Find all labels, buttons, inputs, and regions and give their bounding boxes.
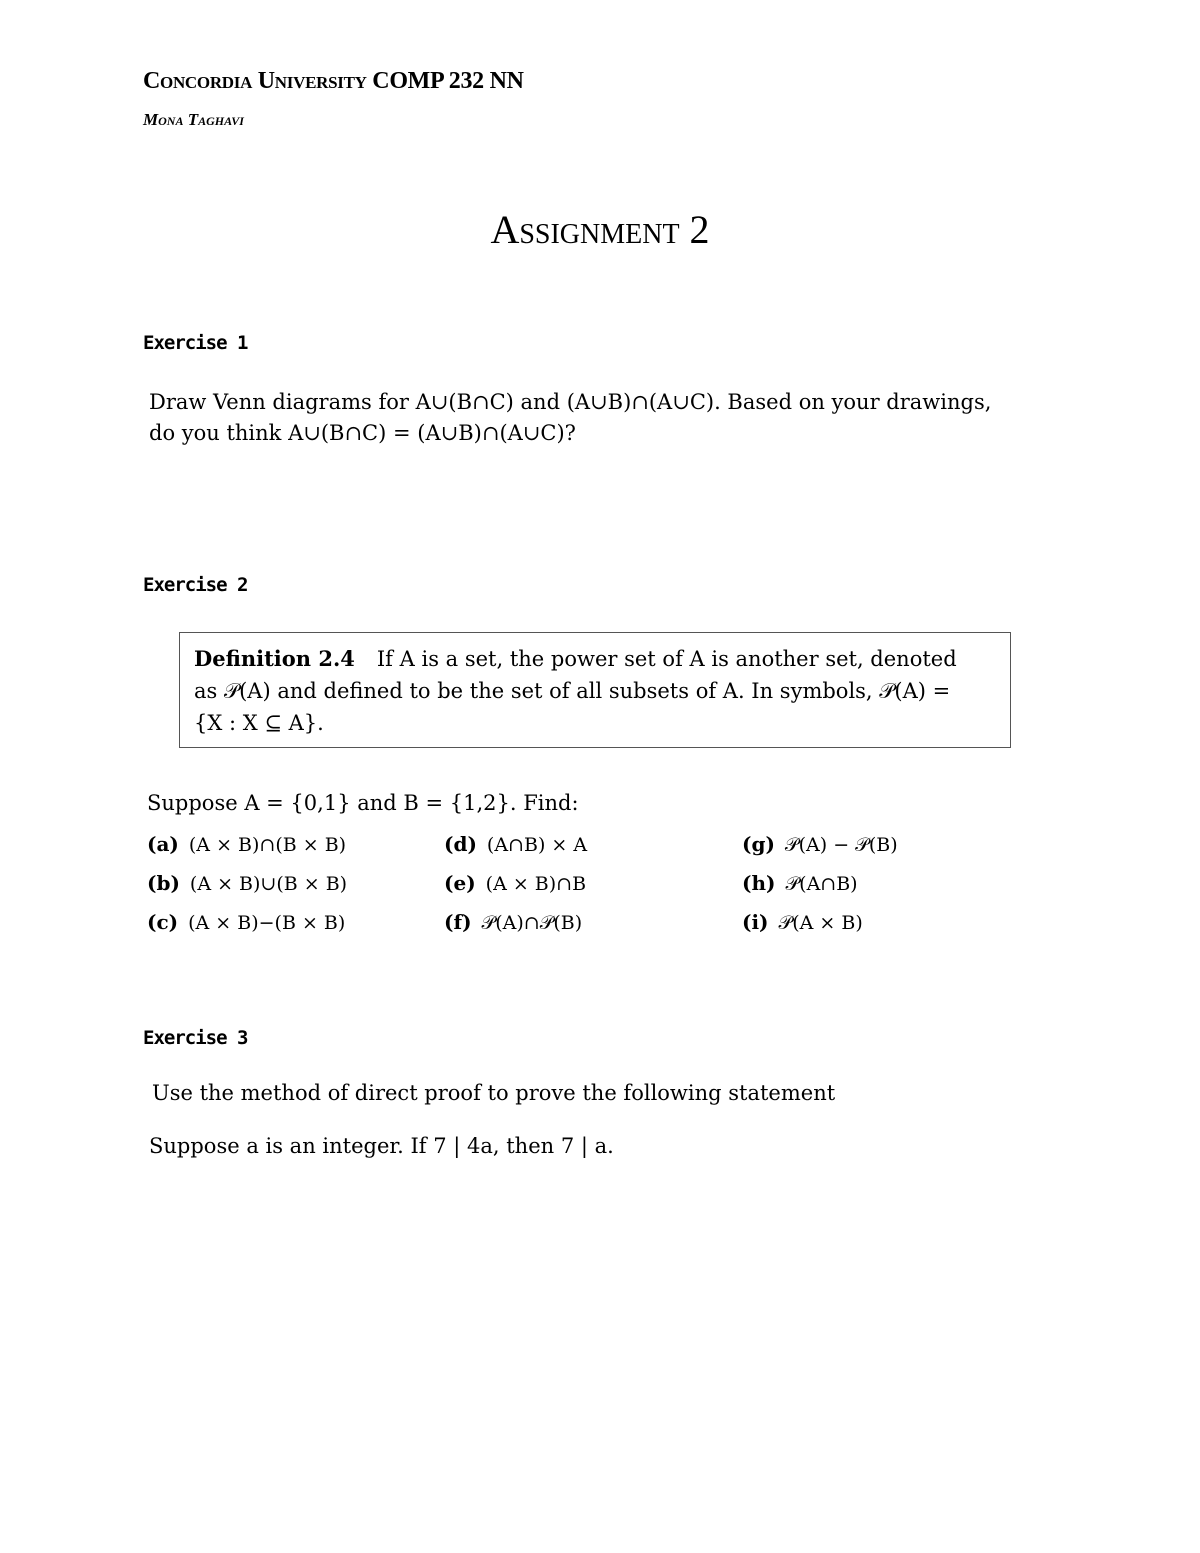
exercise-3-heading: Exercise 3: [143, 1027, 248, 1049]
exercise-1-text-line-2: do you think A∪(B∩C) = (A∪B)∩(A∪C)?: [149, 421, 576, 445]
part-label: (i): [742, 910, 769, 934]
part-i: [742, 910, 863, 934]
part-label: (b): [147, 871, 180, 895]
page-title: Assignment 2: [490, 207, 710, 252]
course-header: Concordia University COMP 232 NN: [143, 68, 524, 94]
part-a: [147, 832, 346, 856]
exercise-1-text-line-1: Draw Venn diagrams for A∪(B∩C) and (A∪B)∩(A∪C). Based on your drawings,: [149, 390, 992, 414]
definition-box: [179, 632, 1011, 748]
exercise-2-prompt: Suppose A = {0,1} and B = {1,2}. Find:: [147, 791, 579, 815]
part-label: (h): [742, 871, 776, 895]
part-expression: (A × B)∩(B × B): [188, 834, 347, 856]
exercise-3-statement: Suppose a is an integer. If 7 | 4a, then 7 | a.: [149, 1134, 614, 1158]
part-label: (f): [444, 910, 472, 934]
definition-line-3: {X : X ⊆ A}.: [194, 711, 324, 735]
part-label: (d): [444, 832, 477, 856]
part-c: [147, 910, 345, 934]
definition-label: Definition 2.4: [194, 646, 355, 671]
part-label: (c): [147, 910, 179, 934]
part-label: (a): [147, 832, 179, 856]
part-b: [147, 871, 347, 895]
instructor-name: Mona Taghavi: [143, 110, 244, 129]
part-expression: (A × B)∪(B × B): [189, 873, 348, 895]
part-expression: (A × B)∩B: [485, 873, 587, 895]
exercise-1-heading: Exercise 1: [143, 332, 248, 354]
part-label: (e): [444, 871, 476, 895]
exercise-2-heading: Exercise 2: [143, 574, 248, 596]
part-expression: (A × B)−(B × B): [188, 912, 346, 934]
part-e: [444, 871, 586, 895]
part-expression: 𝒫(A) − 𝒫(B): [784, 834, 898, 856]
part-expression: 𝒫(A × B): [778, 912, 863, 934]
exercise-3-instruction: Use the method of direct proof to prove the following statement: [152, 1081, 836, 1105]
definition-line-2: as 𝒫(A) and defined to be the set of all subsets of A. In symbols, 𝒫(A) =: [194, 679, 951, 703]
definition-line-1: [194, 643, 996, 675]
part-expression: 𝒫(A∩B): [785, 873, 858, 895]
part-expression: 𝒫(A)∩𝒫(B): [481, 912, 583, 934]
part-label: (g): [742, 832, 775, 856]
part-expression: (A∩B) × A: [486, 834, 588, 856]
definition-text-1: If A is a set, the power set of A is another set, denoted: [376, 647, 957, 671]
part-f: [444, 910, 582, 934]
part-g: [742, 832, 898, 856]
part-h: [742, 871, 858, 895]
part-d: [444, 832, 587, 856]
